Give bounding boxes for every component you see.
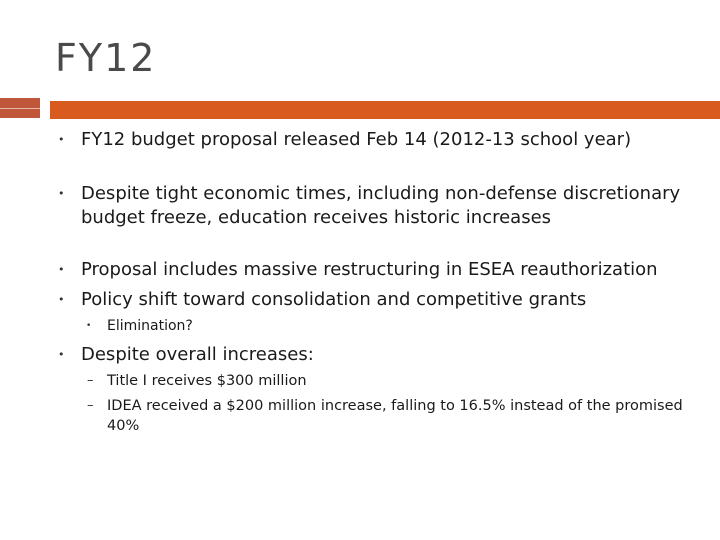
sub-bullet-item — [87, 396, 687, 436]
bullet-text: Despite overall increases: — [81, 344, 314, 365]
bullet-item — [58, 258, 691, 282]
bullet-marker: • — [58, 293, 65, 306]
bullet-text: Elimination? — [107, 318, 193, 334]
sub-bullet-item — [86, 316, 667, 336]
bullet-marker: • — [58, 348, 65, 361]
bullet-text: Title I receives $300 million — [107, 373, 307, 389]
bullet-item — [58, 288, 691, 312]
bullet-marker: • — [58, 263, 65, 276]
dash-marker: – — [87, 398, 94, 413]
bullet-text: Policy shift toward consolidation and competitive grants — [81, 289, 587, 310]
bullet-marker: • — [86, 321, 92, 331]
title-rule-accent — [0, 98, 40, 118]
title-rule-bar — [50, 101, 720, 119]
bullet-text: FY12 budget proposal released Feb 14 (2012-13 school year) — [81, 129, 632, 150]
bullet-text: Despite tight economic times, including non-defense discretionary budget freeze, education receives historic increases — [81, 183, 681, 228]
bullet-item — [58, 128, 691, 152]
bullet-text: IDEA received a $200 million increase, falling to 16.5% instead of the promised 40% — [107, 398, 683, 434]
bullet-marker: • — [58, 133, 65, 146]
bullet-item — [58, 182, 691, 230]
slide-title: FY12 — [55, 36, 157, 80]
dash-marker: – — [87, 373, 94, 388]
bullet-text: Proposal includes massive restructuring in ESEA reauthorization — [81, 259, 658, 280]
sub-bullet-item — [87, 371, 687, 391]
bullet-marker: • — [58, 187, 65, 200]
bullet-item — [58, 343, 691, 367]
